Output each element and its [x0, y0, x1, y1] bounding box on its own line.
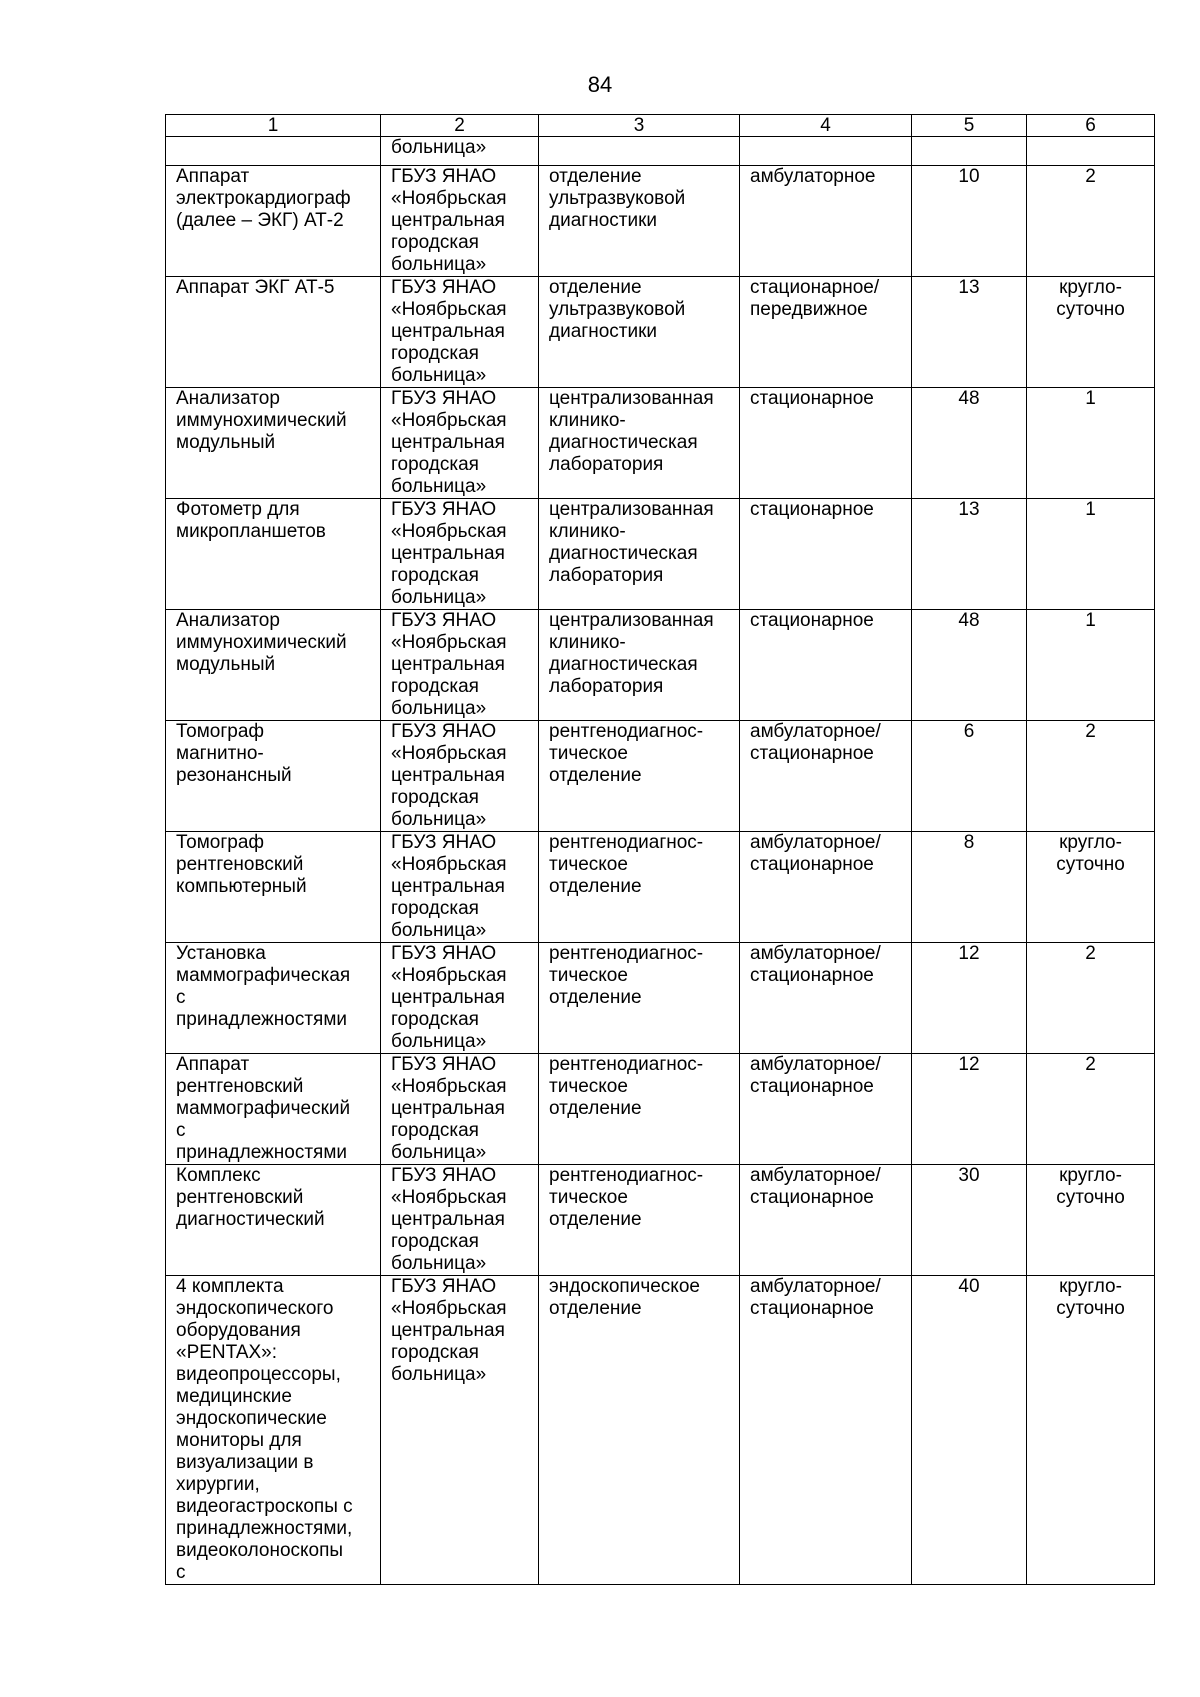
table-cell: амбулаторное/ стационарное — [740, 832, 912, 943]
table-cell: 2 — [1027, 943, 1155, 1054]
table-cell: 48 — [912, 610, 1027, 721]
table-row — [166, 1054, 1155, 1165]
table-cell: стационарное/ передвижное — [740, 277, 912, 388]
table-cell: 13 — [912, 499, 1027, 610]
table-cell: Томограф рентгеновский компьютерный — [166, 832, 381, 943]
table-cell: стационарное — [740, 610, 912, 721]
table-cell: рентгенодиагнос- тическое отделение — [539, 943, 740, 1054]
table-cell: Анализатор иммунохимический модульный — [166, 610, 381, 721]
table-cell: ГБУЗ ЯНАО «Ноябрьская центральная городская больница» — [381, 499, 539, 610]
table-cell: 30 — [912, 1165, 1027, 1276]
table-row — [166, 166, 1155, 277]
table-cell: ГБУЗ ЯНАО «Ноябрьская центральная городская больница» — [381, 610, 539, 721]
table-cell — [1027, 137, 1155, 166]
table-cell: 1 — [1027, 499, 1155, 610]
table-row — [166, 277, 1155, 388]
table-cell: 6 — [912, 721, 1027, 832]
table-cell: Аппарат электрокардиограф (далее – ЭКГ) АТ-2 — [166, 166, 381, 277]
table-cell: амбулаторное/ стационарное — [740, 721, 912, 832]
table-cell: 2 — [1027, 721, 1155, 832]
table-cell: кругло- суточно — [1027, 832, 1155, 943]
table-cell: амбулаторное/ стационарное — [740, 1165, 912, 1276]
table-cell: Фотометр для микропланшетов — [166, 499, 381, 610]
table-cell: больница» — [381, 137, 539, 166]
table-cell: 8 — [912, 832, 1027, 943]
table-cell: ГБУЗ ЯНАО «Ноябрьская центральная городская больница» — [381, 721, 539, 832]
table-cell: Аппарат рентгеновский маммографический с принадлежностями — [166, 1054, 381, 1165]
table-cell: 2 — [1027, 1054, 1155, 1165]
table-cell: ГБУЗ ЯНАО «Ноябрьская центральная городская больница» — [381, 277, 539, 388]
table-cell: ГБУЗ ЯНАО «Ноябрьская центральная городская больница» — [381, 1054, 539, 1165]
table-cell: амбулаторное/ стационарное — [740, 1054, 912, 1165]
table-cell: ГБУЗ ЯНАО «Ноябрьская центральная городская больница» — [381, 832, 539, 943]
header-cell: 6 — [1027, 115, 1155, 137]
table-cell: эндоскопическое отделение — [539, 1276, 740, 1585]
table-cell: отделение ультразвуковой диагностики — [539, 166, 740, 277]
table-header-row — [166, 115, 1155, 137]
table-cell: ГБУЗ ЯНАО «Ноябрьская центральная городская больница» — [381, 388, 539, 499]
table-row — [166, 943, 1155, 1054]
header-cell: 3 — [539, 115, 740, 137]
table-cell: кругло- суточно — [1027, 1165, 1155, 1276]
table-cell: Аппарат ЭКГ АТ-5 — [166, 277, 381, 388]
continuation-row — [166, 137, 1155, 166]
table-cell: рентгенодиагнос- тическое отделение — [539, 832, 740, 943]
header-cell: 5 — [912, 115, 1027, 137]
table-cell: централизованная клинико- диагностическая лаборатория — [539, 499, 740, 610]
table-row — [166, 1276, 1155, 1585]
table-cell: централизованная клинико- диагностическая лаборатория — [539, 388, 740, 499]
table-row — [166, 388, 1155, 499]
table-cell: стационарное — [740, 388, 912, 499]
table-cell: 1 — [1027, 610, 1155, 721]
table-cell: амбулаторное/ стационарное — [740, 1276, 912, 1585]
table-cell: Томограф магнитно- резонансный — [166, 721, 381, 832]
table-cell: рентгенодиагнос- тическое отделение — [539, 721, 740, 832]
table-row — [166, 1165, 1155, 1276]
table-cell: кругло- суточно — [1027, 1276, 1155, 1585]
table-cell: Установка маммографическая с принадлежностями — [166, 943, 381, 1054]
table-row — [166, 610, 1155, 721]
table-cell: 4 комплекта эндоскопического оборудования «PENTAX»: видеопроцессоры, медицинские эндоскопические мониторы для визуализации в хирургии, видеогастроскопы с принадлежностями, видеоколоноскопы с — [166, 1276, 381, 1585]
table-cell: ГБУЗ ЯНАО «Ноябрьская центральная городская больница» — [381, 943, 539, 1054]
table-cell: ГБУЗ ЯНАО «Ноябрьская центральная городская больница» — [381, 1165, 539, 1276]
table-cell — [740, 137, 912, 166]
header-cell: 4 — [740, 115, 912, 137]
table-row — [166, 721, 1155, 832]
table-cell: стационарное — [740, 499, 912, 610]
table-cell: Анализатор иммунохимический модульный — [166, 388, 381, 499]
equipment-table — [165, 114, 1155, 1585]
table-cell — [539, 137, 740, 166]
table-cell — [912, 137, 1027, 166]
table-row — [166, 499, 1155, 610]
table-row — [166, 832, 1155, 943]
table-cell: амбулаторное/ стационарное — [740, 943, 912, 1054]
table-cell: амбулаторное — [740, 166, 912, 277]
table-cell: 2 — [1027, 166, 1155, 277]
header-cell: 1 — [166, 115, 381, 137]
table-cell: ГБУЗ ЯНАО «Ноябрьская центральная городская больница» — [381, 166, 539, 277]
table-cell: 12 — [912, 943, 1027, 1054]
table-cell: отделение ультразвуковой диагностики — [539, 277, 740, 388]
table-cell: ГБУЗ ЯНАО «Ноябрьская центральная городская больница» — [381, 1276, 539, 1585]
table-cell: 40 — [912, 1276, 1027, 1585]
table-cell: 12 — [912, 1054, 1027, 1165]
table-cell: 48 — [912, 388, 1027, 499]
table-cell: 1 — [1027, 388, 1155, 499]
page-number: 84 — [587, 72, 613, 97]
table-cell: Комплекс рентгеновский диагностический — [166, 1165, 381, 1276]
table-cell: 13 — [912, 277, 1027, 388]
table-cell — [166, 137, 381, 166]
table-cell: централизованная клинико- диагностическая лаборатория — [539, 610, 740, 721]
table-cell: 10 — [912, 166, 1027, 277]
table-cell: рентгенодиагнос- тическое отделение — [539, 1054, 740, 1165]
table-cell: кругло- суточно — [1027, 277, 1155, 388]
table-cell: рентгенодиагнос- тическое отделение — [539, 1165, 740, 1276]
header-cell: 2 — [381, 115, 539, 137]
